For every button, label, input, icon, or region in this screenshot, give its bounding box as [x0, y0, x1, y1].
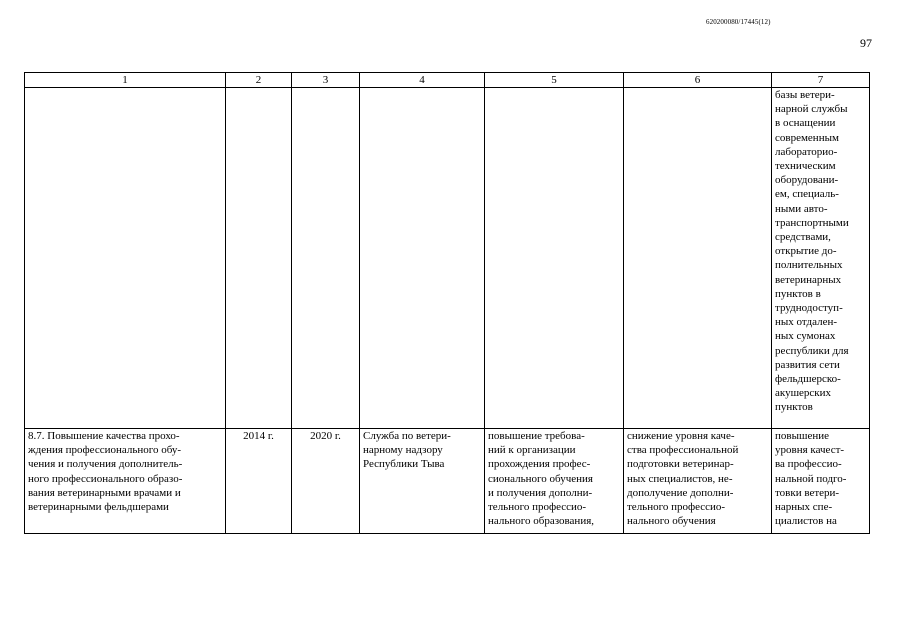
- indicator-link-cell: [772, 429, 870, 534]
- continued-cell-2: [226, 88, 292, 429]
- text-line: ными авто-: [775, 202, 828, 215]
- document-id: 620200080/17445(12): [706, 18, 771, 26]
- text-line: республики для: [775, 344, 849, 357]
- text-line: подготовки ветеринар-: [627, 458, 734, 471]
- text-line: труднодоступ-: [775, 302, 843, 315]
- text-line: ний к организации: [488, 444, 576, 457]
- text-line: ства профессиональной: [627, 444, 739, 457]
- text-line: уровня качест-: [775, 444, 845, 457]
- header-cell-4: 4: [360, 73, 485, 88]
- text-line: ных специалистов, не-: [627, 472, 733, 485]
- text-line: открытие до-: [775, 245, 837, 258]
- text-line: прохождения профес-: [488, 458, 591, 471]
- text-line: пунктов в: [775, 287, 821, 300]
- header-cell-3: 3: [292, 73, 360, 88]
- text-line: нарному надзору: [363, 444, 443, 457]
- text-line: нарной службы: [775, 103, 848, 116]
- text-line: базы ветери-: [775, 89, 835, 101]
- responsible-agency-cell: [360, 429, 485, 534]
- text-line: ветеринарных: [775, 273, 842, 286]
- text-line: вания ветеринарными врачами и: [28, 486, 181, 499]
- table-row-8-7: [25, 429, 870, 534]
- text-line: фельдшерско-: [775, 373, 841, 386]
- end-year-cell: 2020 г.: [292, 429, 360, 534]
- text-line: ных отдален-: [775, 316, 838, 329]
- text-line: нарных спе-: [775, 501, 833, 514]
- text-line: снижение уровня каче-: [627, 430, 735, 442]
- text-line: ного профессионального образо-: [28, 472, 183, 485]
- continued-cell-1: [25, 88, 226, 429]
- text-line: лабораторио-: [775, 145, 838, 158]
- text-line: техническим: [775, 160, 836, 173]
- text-line: в оснащении: [775, 117, 836, 130]
- start-year-cell: 2014 г.: [226, 429, 292, 534]
- text-line: и получения дополни-: [488, 486, 593, 499]
- text-line: ва профессио-: [775, 458, 842, 471]
- text-line: оборудовани-: [775, 174, 839, 187]
- text-line: тельного профессио-: [488, 501, 587, 514]
- continued-cell-5: [485, 88, 624, 429]
- text-line: ем, специаль-: [775, 188, 839, 201]
- table-row-continued: [25, 88, 870, 429]
- continued-cell-4: [360, 88, 485, 429]
- page-number: 97: [860, 36, 872, 50]
- program-table: [24, 72, 870, 534]
- text-line: дополучение дополни-: [627, 486, 734, 499]
- measure-description-cell: [25, 429, 226, 534]
- text-line: современным: [775, 131, 839, 144]
- text-line: нального обучения: [627, 515, 716, 528]
- text-line: циалистов на: [775, 515, 837, 528]
- text-line: повышение: [775, 430, 829, 442]
- continued-cell-6: [624, 88, 772, 429]
- expected-result-cell: [485, 429, 624, 534]
- text-line: Служба по ветери-: [363, 430, 451, 442]
- text-line: ветеринарными фельдшерами: [28, 501, 169, 514]
- text-line: нальной подго-: [775, 472, 847, 485]
- continued-cell-3: [292, 88, 360, 429]
- text-line: транспортными: [775, 216, 849, 229]
- text-line: тельного профессио-: [627, 501, 726, 514]
- text-line: повышение требова-: [488, 430, 585, 442]
- header-cell-5: 5: [485, 73, 624, 88]
- text-line: пунктов: [775, 401, 813, 414]
- header-cell-2: 2: [226, 73, 292, 88]
- continued-cell-7: [772, 88, 870, 429]
- header-row: [25, 73, 870, 88]
- text-line: ждения профессионального обу-: [28, 444, 182, 457]
- text-line: развития сети: [775, 358, 840, 371]
- text-line: полнительных: [775, 259, 843, 272]
- header-cell-6: 6: [624, 73, 772, 88]
- text-line: ных сумонах: [775, 330, 836, 343]
- text-line: средствами,: [775, 231, 831, 244]
- text-line: Республики Тыва: [363, 458, 445, 471]
- consequences-cell: [624, 429, 772, 534]
- header-cell-1: 1: [25, 73, 226, 88]
- text-line: акушерских: [775, 387, 832, 400]
- text-line: 8.7. Повышение качества прохо-: [28, 430, 180, 442]
- text-line: сионального обучения: [488, 472, 593, 485]
- header-cell-7: 7: [772, 73, 870, 88]
- text-line: товки ветери-: [775, 486, 840, 499]
- text-line: чения и получения дополнитель-: [28, 458, 183, 471]
- text-line: нального образования,: [488, 515, 595, 528]
